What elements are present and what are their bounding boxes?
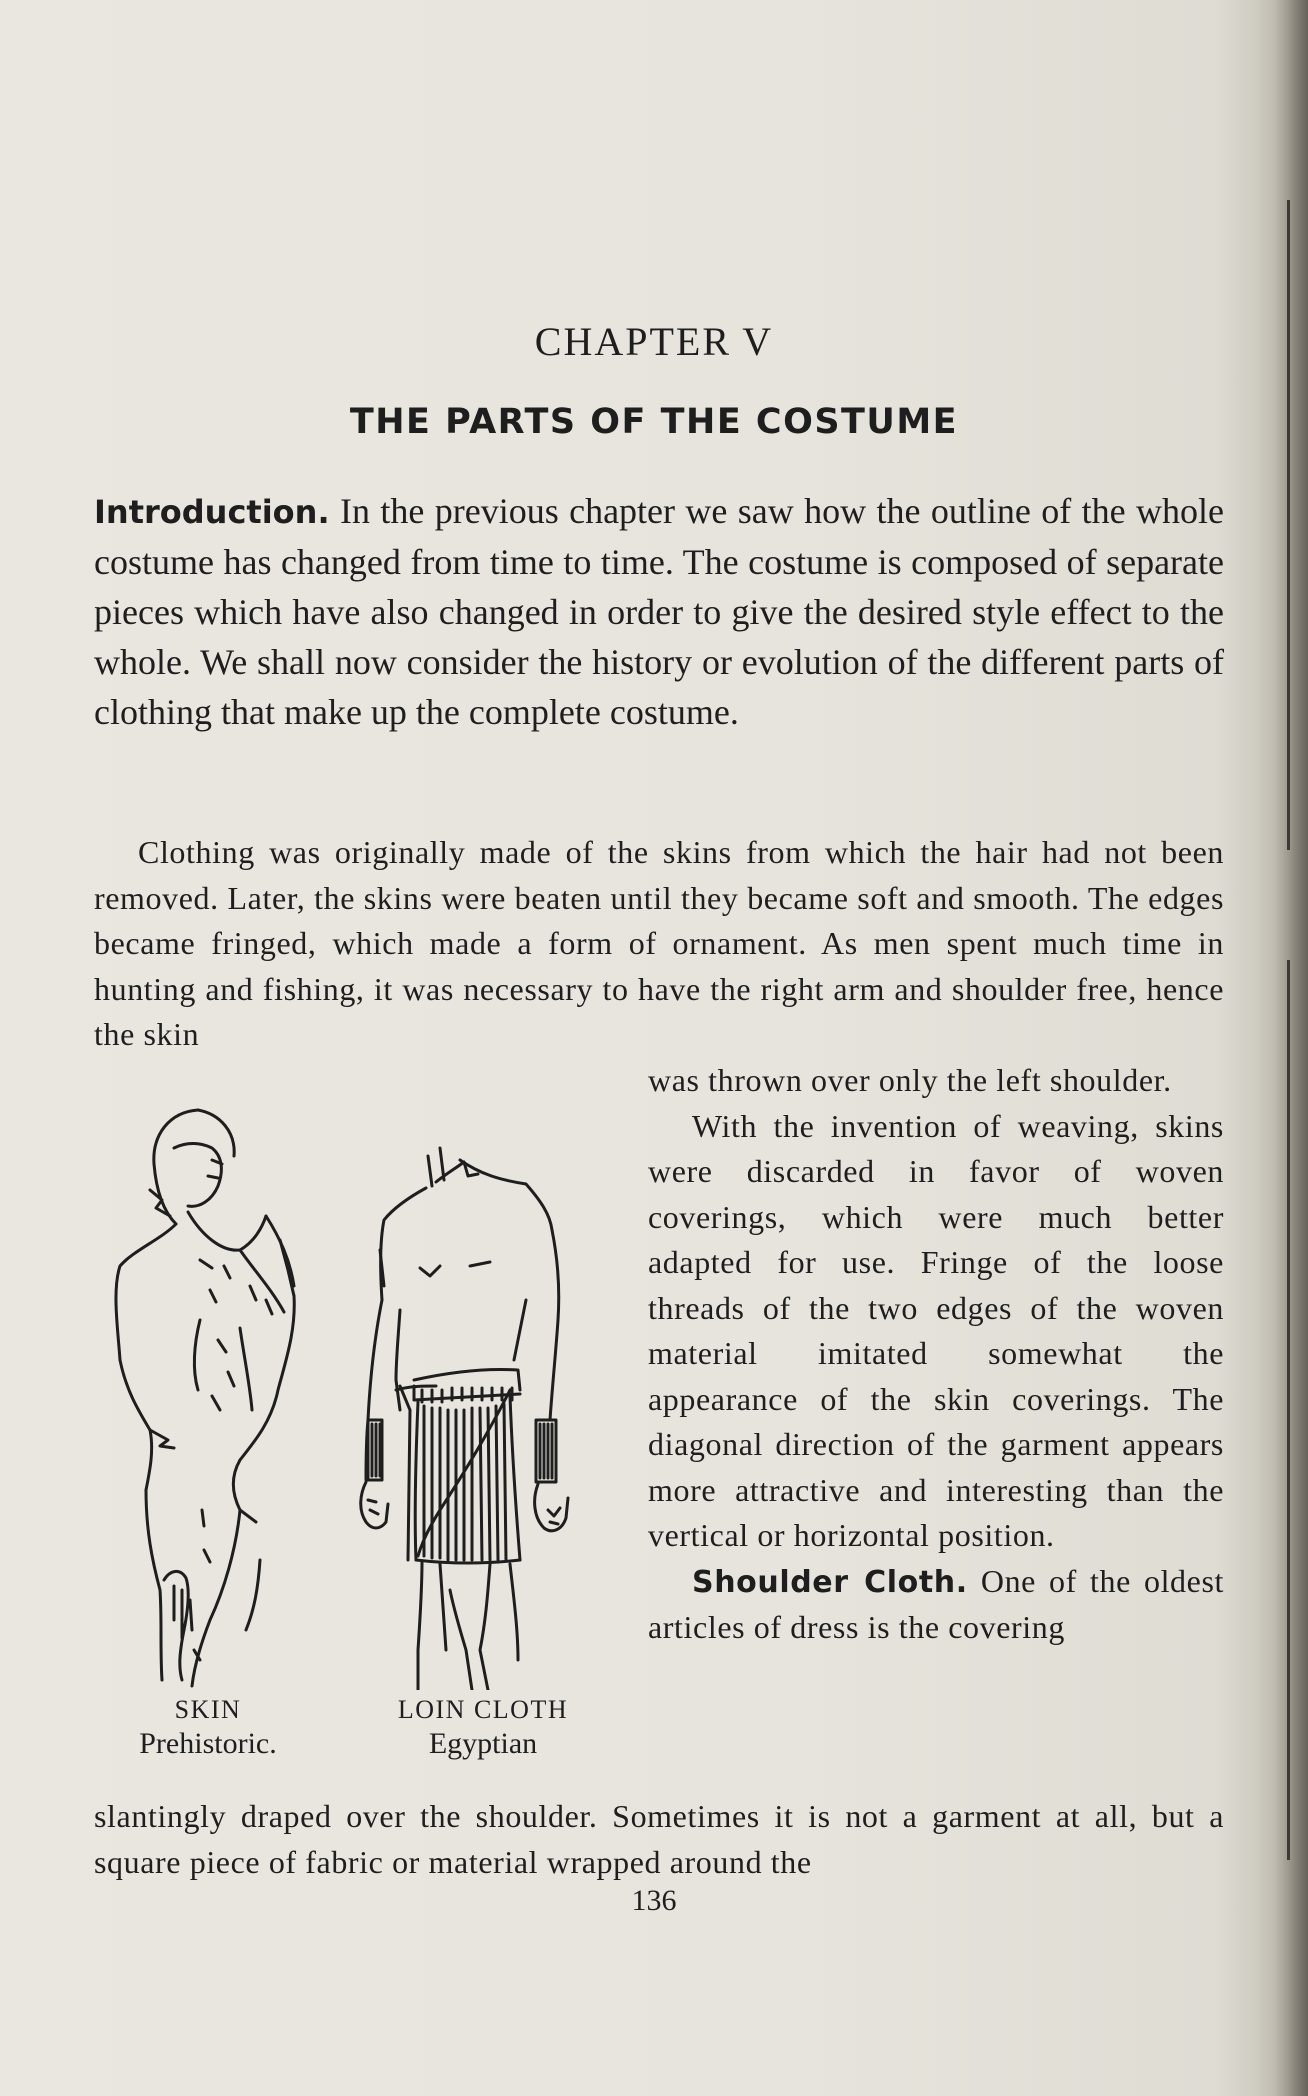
right-text-column [648,1058,1224,1651]
chapter-title: THE PARTS OF THE COSTUME [349,402,959,442]
figure-caption-loin-cloth [368,1693,598,1761]
figure-sublabel: Egyptian [428,1727,538,1760]
introduction-paragraph [94,486,1224,737]
figure-caption-skin [98,1693,318,1761]
page-edge-line [1287,200,1290,850]
paragraph-text: One of the oldest articles of dress is the covering [648,1562,1225,1645]
shoulder-cloth-paragraph [648,1559,1224,1651]
chapter-number: CHAPTER V [534,319,774,364]
figure-sublabel: Prehistoric. [139,1727,277,1760]
figure-label: SKIN [174,1695,242,1724]
paragraph-text: Clothing was originally made of the skins from which the hair had not been removed. Later, the skins were beaten until they became soft and smooth. The edges became fringed, which made a form of ornament. As men spent much time in hunting and fishing, it was necessary to have the right arm and shoulder free, hence the skin [94,834,1224,1052]
introduction-lead: Introduction. [94,493,330,531]
paragraph-text: slantingly draped over the shoulder. Sometimes it is not a garment at all, but a square piece of fabric or material wrapped around the [94,1798,1224,1880]
body-paragraph-1 [94,830,1224,1058]
paragraph-text: With the invention of weaving, skins were discarded in favor of woven coverings, which were much better adapted for use. Fringe of the loose threads of the two edges of the woven material imitated somewhat the appearance of the skin coverings. The diagonal direction of the garment appears more attractive and interesting than the vertical or horizontal position. [648,1107,1224,1553]
shoulder-cloth-continuation [94,1794,1224,1885]
page-edge-shadow [1274,0,1308,2096]
introduction-text: In the previous chapter we saw how the outline of the whole costume has changed from time to time. The costume is composed of separate pieces which have also changed in order to give the desired style effect to the whole. We shall now consider the history or evolution of the different parts of clothing that make up the complete costume. [94,491,1224,732]
figure-label: LOIN CLOTH [397,1695,569,1724]
egyptian-loin-cloth-figure-icon [340,1090,620,1690]
page-number: 136 [631,1884,677,1917]
paragraph-text: was thrown over only the left shoulder. [648,1062,1172,1098]
shoulder-cloth-lead: Shoulder Cloth. [692,1564,968,1600]
prehistoric-skin-figure-icon [90,1090,320,1690]
page-edge-line [1287,960,1290,1860]
